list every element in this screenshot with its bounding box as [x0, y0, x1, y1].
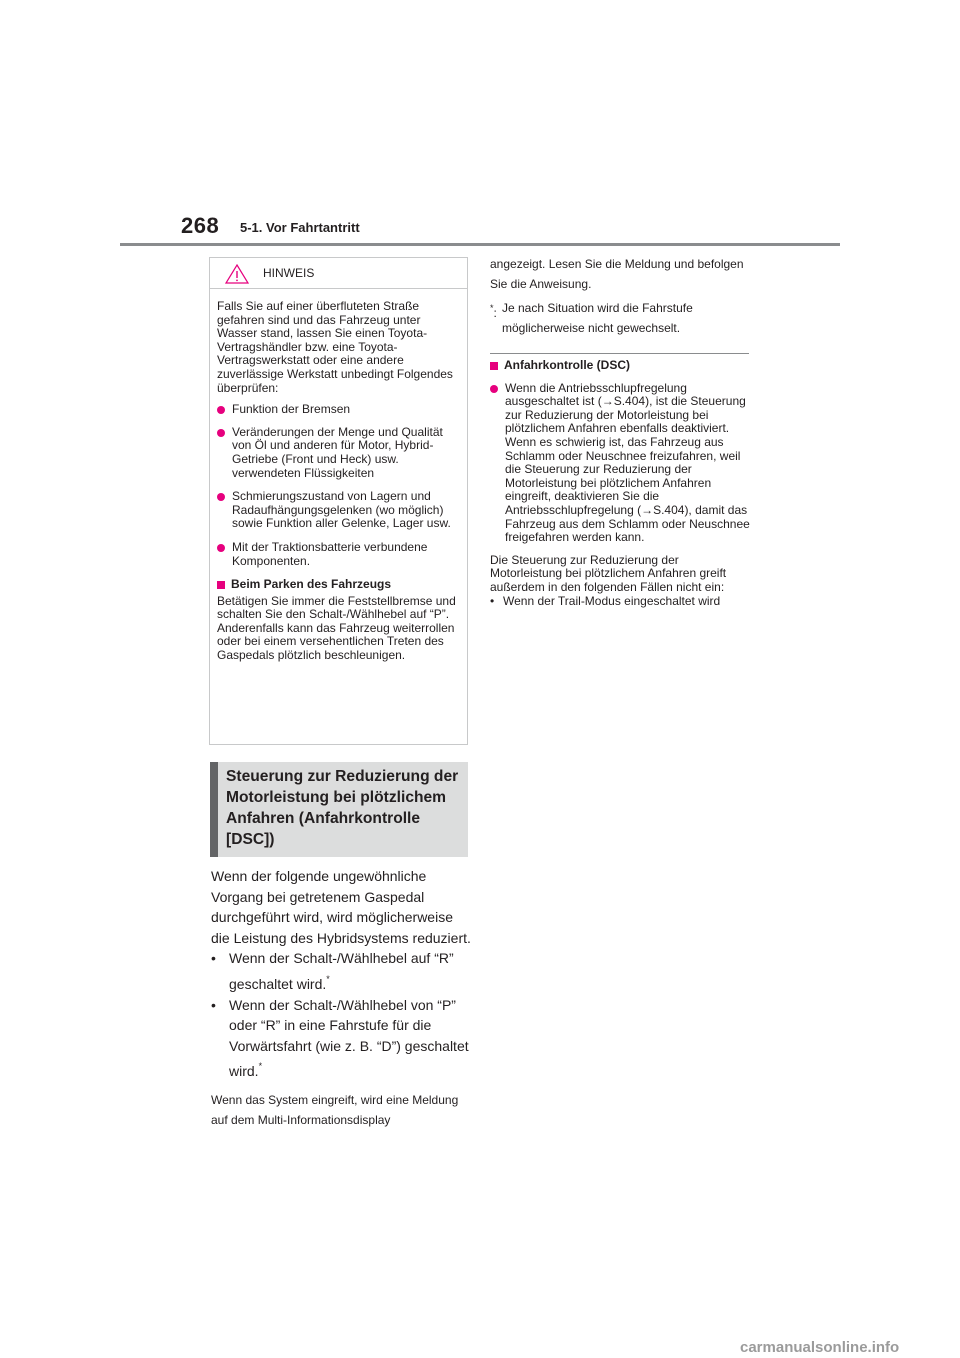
square-marker: [490, 362, 498, 370]
notice-body: [210, 289, 467, 663]
message-continuation: angezeigt. Lesen Sie die Meldung und befolgen Sie die Anweisung.: [490, 257, 744, 292]
dsc-list-item: [490, 595, 752, 609]
bullet-mark: •: [211, 950, 216, 967]
section-title: 5-1. Vor Fahrtantritt: [240, 220, 360, 235]
bullet-dot: [217, 406, 225, 414]
list-item-text: Wenn der Schalt-/Wählhebel auf “R” geschaltet wird.: [229, 950, 454, 992]
list-item: [211, 995, 473, 1082]
bullet-dot: [217, 493, 225, 501]
notice-item: [217, 541, 459, 568]
notice-item-text: Veränderungen der Menge und Qualität von Öl und anderen für Motor, Hybrid-Getriebe (Front und Heck) usw. verwendeten Flüssigkeiten: [232, 424, 443, 480]
square-marker: [217, 581, 225, 589]
parking-heading-text: Beim Parken des Fahrzeugs: [231, 577, 392, 592]
right-column: [490, 254, 752, 339]
dsc-bullet-text: Wenn die Antriebsschlupfregelung ausgeschaltet ist (→S.404), ist die Steuerung zur Reduzierung der Motorleistung bei plötzlichem Anfahren ebenfalls deaktiviert. Wenn es schwierig ist, das Fahrzeug aus Schlamm oder Neuschnee freizufahren, weil die Steuerung zur Reduzierung der Motorleistung bei plötzlichem Anfahren eingreift, deaktivieren Sie die Antriebsschlupfregelung (→S.404), damit das Fahrzeug aus dem Schlamm oder Neuschnee freigefahren werden kann.: [505, 380, 750, 545]
notice-header: [210, 258, 467, 289]
message-text: Wenn das System eingreift, wird eine Meldung auf dem Multi-Informationsdisplay: [211, 1092, 459, 1128]
dsc-bullet: [490, 382, 752, 545]
list-item: [211, 948, 473, 994]
dsc-item-text: Wenn der Trail-Modus eingeschaltet wird: [503, 593, 721, 608]
subsection-rule: [490, 353, 749, 354]
main-text: [211, 866, 473, 1131]
dsc-heading-text: Anfahrkontrolle (DSC): [504, 358, 630, 372]
section-heading: Steuerung zur Reduzierung der Motorleistung bei plötzlichem Anfahren (Anfahrkontrolle [DSC]): [210, 762, 468, 857]
bullet-mark: •: [490, 593, 495, 608]
footnote-mark: *: [258, 1061, 263, 1072]
watermark: carmanualsonline.info: [740, 1339, 900, 1356]
parking-text: Betätigen Sie immer die Feststellbremse und schalten Sie den Schalt-/Wählhebel auf “P”. Anderenfalls kann das Fahrzeug weiterrollen oder bei einem versehentlichen Treten des Gaspedals plötzlich beschleunigen.: [217, 593, 456, 663]
footnote-marker: *:: [490, 302, 497, 320]
footnote-text: Je nach Situation wird die Fahrstufe möglicherweise nicht gewechselt.: [502, 300, 693, 336]
notice-item: [217, 403, 459, 417]
notice-intro: Falls Sie auf einer überfluteten Straße gefahren sind und das Fahrzeug unter Wasser stand, lassen Sie einen Toyota-Vertragshändler bzw. eine Toyota-Vertragswerkstatt oder eine andere zuverlässige Werkstatt unbedingt Folgendes überprüfen:: [217, 299, 453, 395]
bullet-dot: [490, 385, 498, 393]
list-item-text: Wenn der Schalt-/Wählhebel von “P” oder “R” in eine Fahrstufe für die Vorwärtsfahrt (wie z. B. “D”) geschaltet wird.: [229, 996, 469, 1080]
dsc-paragraph: Die Steuerung zur Reduzierung der Motorleistung bei plötzlichem Anfahren greift außerdem in den folgenden Fällen nicht ein:: [490, 552, 727, 594]
notice-item-text: Mit der Traktionsbatterie verbundene Komponenten.: [232, 539, 428, 568]
notice-label: HINWEIS: [263, 266, 315, 280]
bullet-mark: •: [211, 996, 216, 1013]
dsc-section: [490, 359, 752, 608]
footnote-mark: *: [326, 973, 330, 984]
notice-box: [209, 257, 468, 745]
dsc-subheading: [490, 359, 752, 373]
parking-subheading: [217, 578, 459, 592]
bullet-dot: [217, 429, 225, 437]
main-intro: Wenn der folgende ungewöhnliche Vorgang bei getretenem Gaspedal durchgeführt wird, wird möglicherweise die Leistung des Hybridsystems reduziert.: [211, 868, 471, 946]
notice-item-text: Funktion der Bremsen: [232, 402, 351, 417]
footnote: [490, 298, 752, 339]
notice-item-text: Schmierungszustand von Lagern und Radaufhängungsgelenken (wo möglich) sowie Funktion aller Gelenke, Lager usw.: [232, 489, 451, 531]
notice-item: [217, 490, 459, 531]
page-number: 268: [181, 213, 220, 238]
notice-item: [217, 426, 459, 480]
warning-icon: [225, 264, 249, 284]
bullet-dot: [217, 544, 225, 552]
header-rule: [120, 243, 840, 246]
